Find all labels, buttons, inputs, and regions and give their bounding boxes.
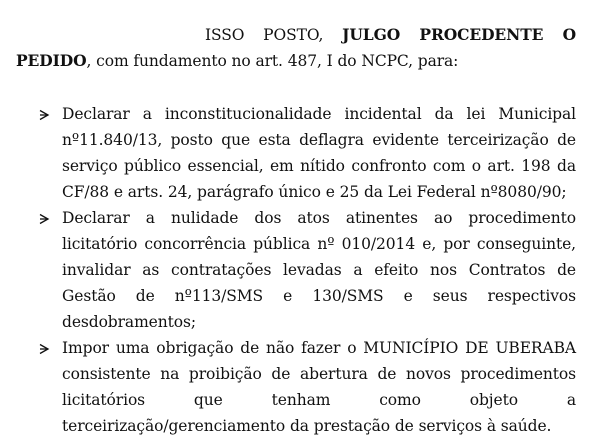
arrow-right-bullet-icon	[38, 102, 50, 124]
intro-suffix: , com fundamento no art. 487, I do NCPC, para:	[86, 52, 459, 70]
list-item	[0, 205, 576, 335]
arrow-right-bullet-icon	[38, 336, 50, 358]
judgment-heading: JULGO PROCEDENTE O PEDIDO	[16, 25, 576, 70]
list-item-text: Declarar a nulidade dos atos atinentes ao procedimento licitatório concorrência pública nº 010/2014 e, por conseguinte, invalidar as contratações levadas a efeito nos Contratos de Gestão de nº113/SMS e 130/SMS e seus respectivos desdobramentos;	[62, 209, 576, 331]
list-item-text: Impor uma obrigação de não fazer o MUNICÍPIO DE UBERABA consistente na proibição de abertura de novos procedimentos licitatórios que tenham como objeto a terceirização/gerenciamento da prestação de serviços à saúde.	[62, 339, 576, 435]
intro-paragraph	[16, 22, 576, 74]
list-item-text: Declarar a inconstitucionalidade incidental da lei Municipal nº11.840/13, posto que esta deflagra evidente terceirização de serviço público essencial, em nítido confronto com o art. 198 da CF/88 e arts. 24, parágrafo único e 25 da Lei Federal nº8080/90;	[62, 105, 576, 201]
intro-prefix: ISSO POSTO,	[205, 26, 343, 44]
arrow-right-bullet-icon	[38, 206, 50, 228]
ruling-list	[0, 101, 600, 439]
list-item	[0, 101, 576, 205]
list-item	[0, 335, 576, 439]
